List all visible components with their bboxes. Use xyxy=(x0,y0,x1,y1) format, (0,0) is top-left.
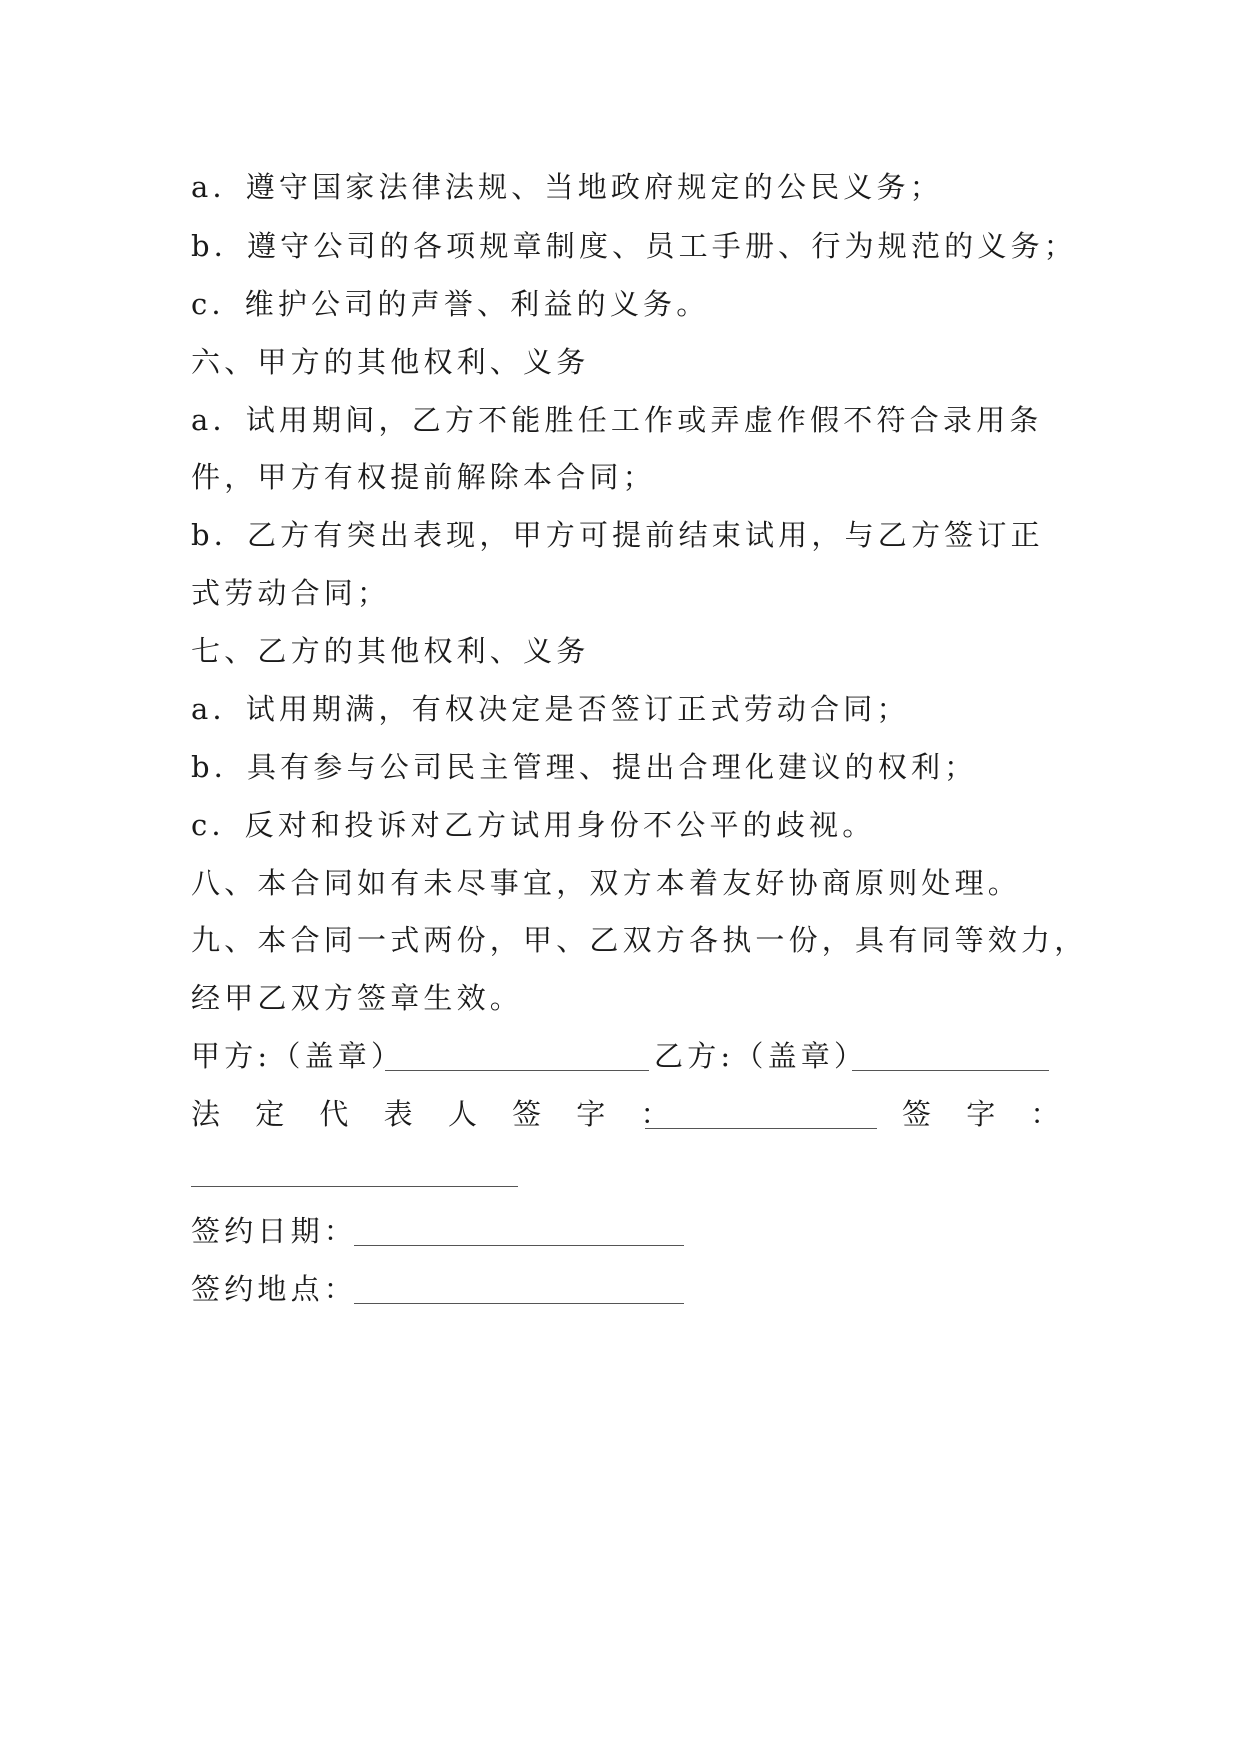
clause-line: a．试用期间，乙方不能胜任工作或弄虚作假不符合录用条 xyxy=(191,403,1043,437)
clause-line: 八、本合同如有未尽事宜，双方本着友好协商原则处理。 xyxy=(191,866,1022,900)
clause-line: b．乙方有突出表现，甲方可提前结束试用，与乙方签订正 xyxy=(191,518,1044,552)
section-heading: 七、乙方的其他权利、义务 xyxy=(191,634,590,668)
clause-line: c．维护公司的声誉、利益的义务。 xyxy=(191,287,710,321)
party-a-label: 甲方:（盖章） xyxy=(191,1039,405,1073)
clause-line: c．反对和投诉对乙方试用身份不公平的歧视。 xyxy=(191,808,876,842)
clause-line: b．具有参与公司民主管理、提出合理化建议的权利； xyxy=(191,750,978,784)
clause-line: a．遵守国家法律法规、当地政府规定的公民义务； xyxy=(191,170,943,204)
legal-rep-sign-line xyxy=(645,1128,877,1129)
sign-place-line xyxy=(354,1303,684,1304)
party-a-seal-line xyxy=(385,1070,649,1071)
party-b-seal-line xyxy=(852,1070,1049,1071)
sign-date-label: 签约日期： xyxy=(191,1214,358,1248)
party-b-sign-label: 签 字 ： xyxy=(902,1097,1073,1131)
clause-line: a．试用期满，有权决定是否签订正式劳动合同； xyxy=(191,692,910,726)
legal-rep-label: 法 定 代 表 人 签 字 ： xyxy=(191,1097,683,1131)
clause-line: 经甲乙双方签章生效。 xyxy=(191,981,524,1015)
section-heading: 六、甲方的其他权利、义务 xyxy=(191,345,590,379)
clause-line: 九、本合同一式两份，甲、乙双方各执一份，具有同等效力， xyxy=(191,923,1088,957)
sign-place-label: 签约地点： xyxy=(191,1272,358,1306)
clause-line: 式劳动合同； xyxy=(191,576,391,610)
sign-date-line xyxy=(354,1245,684,1246)
clause-line: b．遵守公司的各项规章制度、员工手册、行为规范的义务； xyxy=(191,229,1077,263)
party-b-label: 乙方:（盖章） xyxy=(654,1039,868,1073)
clause-line: 件，甲方有权提前解除本合同； xyxy=(191,460,656,494)
party-b-sign-line xyxy=(191,1186,518,1187)
